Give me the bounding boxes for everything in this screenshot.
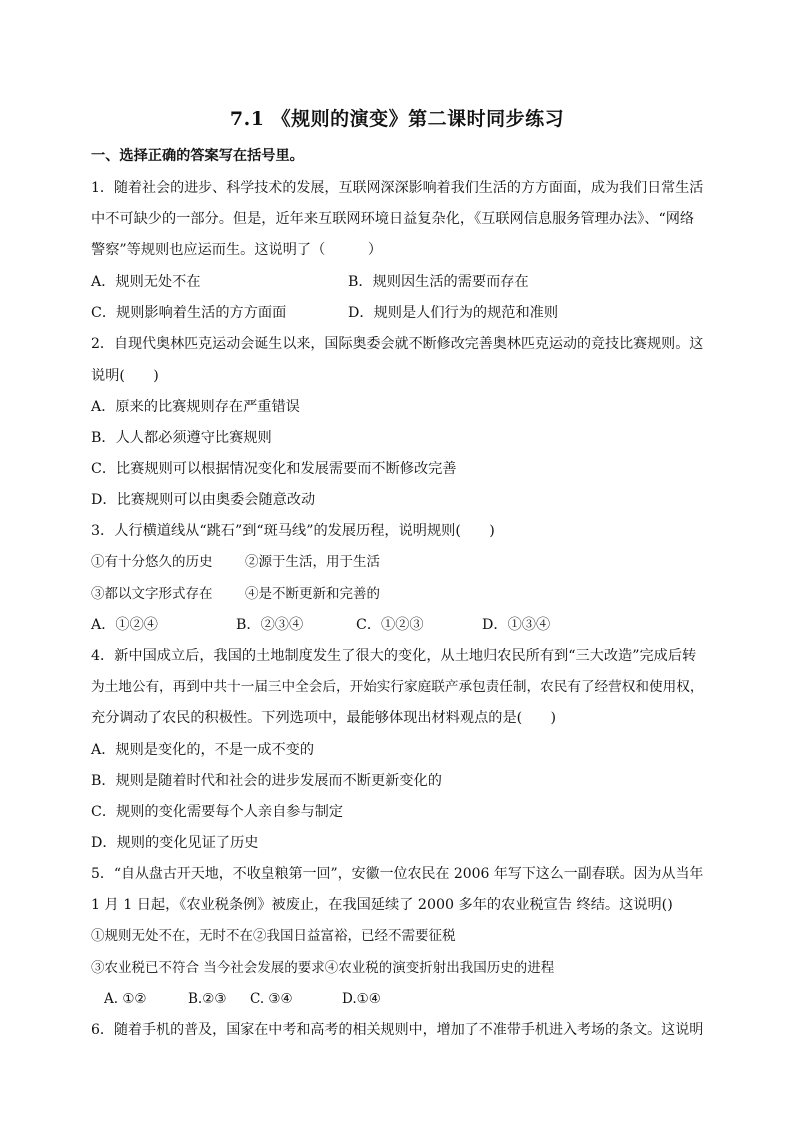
question-1-stem-line-1: 1．随着社会的进步、科学技术的发展，互联网深深影响着我们生活的方方面面，成为我们日常生活	[91, 180, 704, 196]
question-3-statement-1: ①有十分悠久的历史	[91, 554, 213, 570]
question-3-option-c: C．①②③	[356, 617, 424, 633]
question-3-statement-3: ③都以文字形式存在	[91, 586, 213, 602]
question-5-statement-line-2: ③农业税已不符合 当今社会发展的要求④农业税的演变折射出我国历史的进程	[91, 960, 555, 976]
question-6-stem-line-1: 6．随着手机的普及，国家在中考和高考的相关规则中，增加了不准带手机进入考场的条文。这说明	[91, 1022, 704, 1038]
question-4-stem-line-2: 为土地公有，再到中共十一届三中全会后，开始实行家庭联产承包责任制，农民有了经营权和使用权，	[91, 679, 704, 695]
question-2-option-d: D．比赛规则可以由奥委会随意改动	[91, 492, 316, 508]
question-3-option-d: D．①③④	[482, 617, 551, 633]
question-3-option-b: B．②③④	[236, 617, 304, 633]
question-5-statement-line-1: ①规则无处不在，无时不在②我国日益富裕，已经不需要征税	[91, 928, 456, 944]
question-3-option-a: A．①②④	[91, 617, 158, 633]
question-3-stem-line-1: 3．人行横道线从“跳石”到“斑马线”的发展历程，说明规则( )	[91, 523, 495, 539]
question-2-stem-line-2: 说明( )	[91, 368, 159, 384]
question-4-option-c: C．规则的变化需要每个人亲自参与制定	[91, 804, 344, 820]
question-2-stem-line-1: 2．自现代奥林匹克运动会诞生以来，国际奥委会就不断修改完善奥林匹克运动的竞技比赛规则。这	[91, 336, 704, 352]
question-2-option-a: A．原来的比赛规则存在严重错误	[91, 399, 300, 415]
question-4-option-a: A．规则是变化的，不是一成不变的	[91, 742, 315, 758]
section-heading: 一、选择正确的答案写在括号里。	[91, 148, 304, 164]
question-5-option-b: B.②③	[188, 991, 227, 1007]
question-4-option-b: B．规则是随着时代和社会的进步发展而不断更新变化的	[91, 773, 442, 789]
question-5-option-a: A. ①②	[104, 991, 147, 1007]
question-1-option-c: C．规则影响着生活的方方面面	[91, 305, 287, 321]
question-1-stem-line-3: 警察”等规则也应运而生。这说明了（ ）	[91, 242, 383, 258]
question-5-option-d: D.①④	[342, 991, 381, 1007]
question-5-stem-line-2: 1 月 1 日起，《农业税条例》被废止，在我国延续了 2000 多年的农业税宣告 终结。这说明()	[91, 897, 673, 913]
question-2-option-b: B．人人都必须遵守比赛规则	[91, 430, 272, 446]
page-title: 7.1 《规则的演变》第二课时同步练习	[229, 108, 565, 130]
question-3-statement-4: ④是不断更新和完善的	[245, 586, 380, 602]
question-2-option-c: C．比赛规则可以根据情况变化和发展需要而不断修改完善	[91, 461, 457, 477]
question-3-statement-2: ②源于生活，用于生活	[245, 554, 380, 570]
question-5-option-c: C. ③④	[250, 991, 293, 1007]
question-1-option-b: B．规则因生活的需要而存在	[348, 274, 529, 290]
question-4-option-d: D．规则的变化见证了历史	[91, 835, 259, 851]
question-1-stem-line-2: 中不可缺少的一部分。但是，近年来互联网环境日益复杂化，《互联网信息服务管理办法》、“网络	[91, 211, 695, 227]
question-5-stem-line-1: 5．“自从盘古开天地，不收皇粮第一回”，安徽一位农民在 2006 年写下这么一副春联。因为从当年	[91, 866, 704, 882]
question-1-option-d: D．规则是人们行为的规范和准则	[348, 305, 559, 321]
question-1-option-a: A．规则无处不在	[91, 274, 201, 290]
question-4-stem-line-1: 4．新中国成立后，我国的土地制度发生了很大的变化，从土地归农民所有到“三大改造”完成后转	[91, 648, 697, 664]
question-4-stem-line-3: 充分调动了农民的积极性。下列选项中，最能够体现出材料观点的是( )	[91, 710, 557, 726]
